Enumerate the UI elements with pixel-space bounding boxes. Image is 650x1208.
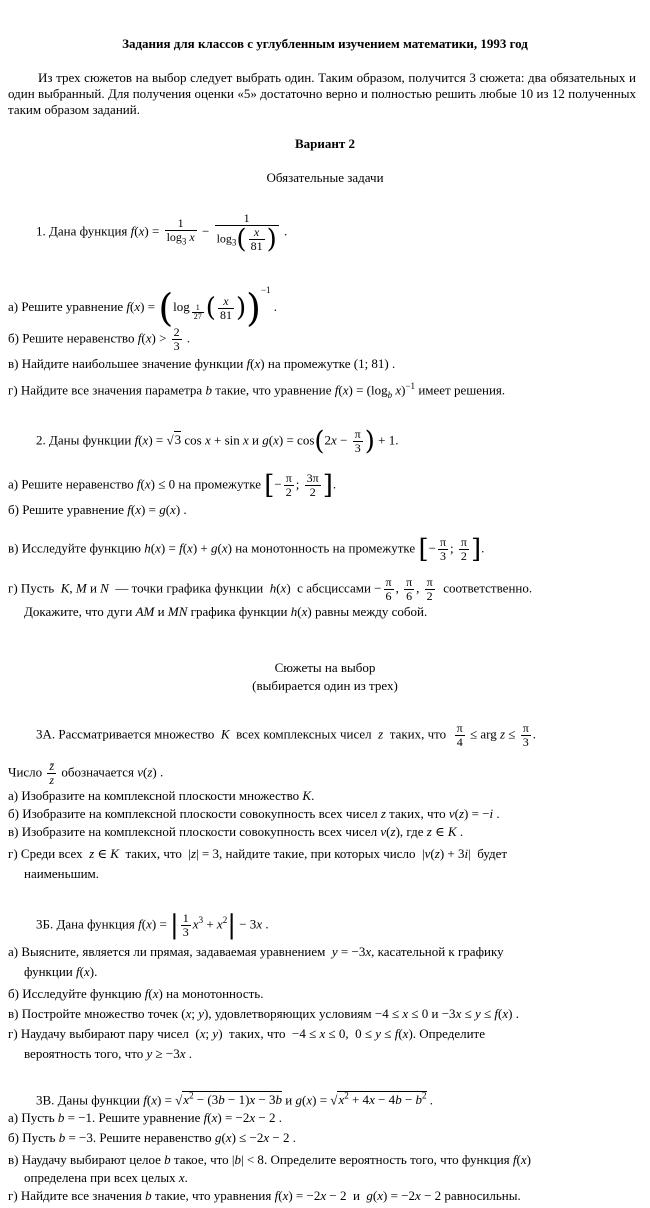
problem-1d: г) Найдите все значения параметра b такие, что уравнение $f(x) = (\log_b$ x)$^{-1}$ имеет решения. <box>8 381 506 400</box>
problem-2a: а) Решите неравенство f(x) ≤ 0 на промежутке [− $\frac{\pi}{2}$ ; $\frac{3\pi}{2}$ ]. <box>8 470 337 501</box>
problem-1-statement: 1. Дана функция f(x) = $\frac{1}{\log_3 x}$ − 1 $\log_3$( $\frac{x}{81}$ ) . <box>36 211 288 255</box>
problem-3b-d: г) Наудачу выбирают пару чисел (x; y) таких, что −4 ≤ x ≤ 0, 0 ≤ y ≤ f(x). Определите <box>8 1026 486 1041</box>
choice-heading: Сюжеты на выбор <box>274 660 376 675</box>
problem-2-statement: 2. Даны функции f(x) = √3 cos x + sin x и g(x) = cos(2x − $\frac{\pi}{3}$ ) + 1. <box>36 426 399 457</box>
problem-2d-cont: Докажите, что дуги AM и MN графика функции h(x) равны между собой. <box>24 604 428 619</box>
problem-3b-d-cont: вероятность того, что y ≥ −3x . <box>24 1046 193 1061</box>
problem-2c: в) Исследуйте функцию h(x) = f(x) + g(x) на монотонность на промежутке [− $\frac{\pi}{3}$ ; $\frac{\pi}{2}$ ]. <box>8 534 485 565</box>
problem-3a-statement: 3А. Рассматривается множество K всех комплексных чисел z таких, что $\frac{\pi}{4}$ ≤ arg z ≤ $\frac{\pi}{3}$ . <box>36 721 536 749</box>
problem-3a-a: а) Изобразите на комплексной плоскости множество K. <box>8 788 315 803</box>
problem-2d: г) Пусть K, M и N — точки графика функции h(x) с абсциссами − $\frac{\pi}{6}$ , $\frac{\pi}{6}$ , $\frac{\pi}{2}$ соответственно. <box>8 575 533 603</box>
problem-3v-d: г) Найдите все значения b такие, что уравнения f(x) = −2x − 2 и g(x) = −2x − 2 равносильны. <box>8 1188 521 1203</box>
problem-3a-c: в) Изобразите на комплексной плоскости совокупность всех чисел ν(z), где z ∈ K . <box>8 824 464 839</box>
page-title: Задания для классов с углубленным изучением математики, 1993 год <box>122 36 528 51</box>
problem-3a-d-cont: наименьшим. <box>24 866 100 881</box>
mandatory-heading: Обязательные задачи <box>266 170 384 185</box>
problem-2b: б) Решите уравнение f(x) = g(x) . <box>8 502 187 517</box>
problem-3v-c: в) Наудачу выбирают целое b такое, что |b| < 8. Определите вероятность того, что функция f(x) <box>8 1152 531 1167</box>
intro-paragraph: Из трех сюжетов на выбор следует выбрать один. Таким образом, получится 3 сюжета: два обязательных и один выбранный. Для получения оценки «5» достаточно верно и полностью решить любые 10 из 12 полученных таким образом заданий. <box>8 70 636 117</box>
problem-3v-statement: 3В. Даны функции $f(x) = √x^2 - (3b - 1)x - 3b$ и $g(x) = √x^2 + 4x - 4b - b^2$ . <box>36 1091 434 1108</box>
problem-1c: в) Найдите наибольшее значение функции f(x) на промежутке (1; 81) . <box>8 356 396 371</box>
choice-subheading: (выбирается один из трех) <box>252 678 398 693</box>
problem-3b-statement: 3Б. Дана функция f(x) = | $\frac{1}{3}$ $x^3 + x^2| - 3x$ . <box>36 910 269 941</box>
problem-3b-a-cont: функции f(x). <box>24 964 98 979</box>
problem-1b: б) Решите неравенство f(x) > $\frac{2}{3}$ . <box>8 325 191 353</box>
problem-3b-a: а) Выясните, является ли прямая, задаваемая уравнением y = −3x, касательной к графику <box>8 944 504 959</box>
problem-1a: а) Решите уравнение f(x) = (log $_{\frac{1}{27}}$ ( $\frac{x}{81}$ ))$^{-1}$ . <box>8 285 278 331</box>
problem-3b-c: в) Постройте множество точек (x; y), удовлетворяющих условиям −4 ≤ x ≤ 0 и −3x ≤ y ≤ f(x) . <box>8 1006 519 1021</box>
problem-3v-c-cont: определена при всех целых x. <box>24 1170 188 1185</box>
problem-3a-d: г) Среди всех z ∈ K таких, что |z| = 3, найдите такие, при которых число |ν(z) + 3i| будет <box>8 846 508 861</box>
problem-3b-b: б) Исследуйте функцию f(x) на монотонность. <box>8 986 264 1001</box>
problem-3v-b: б) Пусть b = −3. Решите неравенство g(x) ≤ −2x − 2 . <box>8 1130 296 1145</box>
problem-3a-b: б) Изобразите на комплексной плоскости совокупность всех чисел z таких, что ν(z) = −i . <box>8 806 500 821</box>
problem-3a-nu: Число $\frac{z̄}{z}$ обозначается ν(z) . <box>8 759 164 787</box>
variant-heading: Вариант 2 <box>294 136 356 151</box>
problem-3v-a: а) Пусть b = −1. Решите уравнение f(x) = −2x − 2 . <box>8 1110 282 1125</box>
